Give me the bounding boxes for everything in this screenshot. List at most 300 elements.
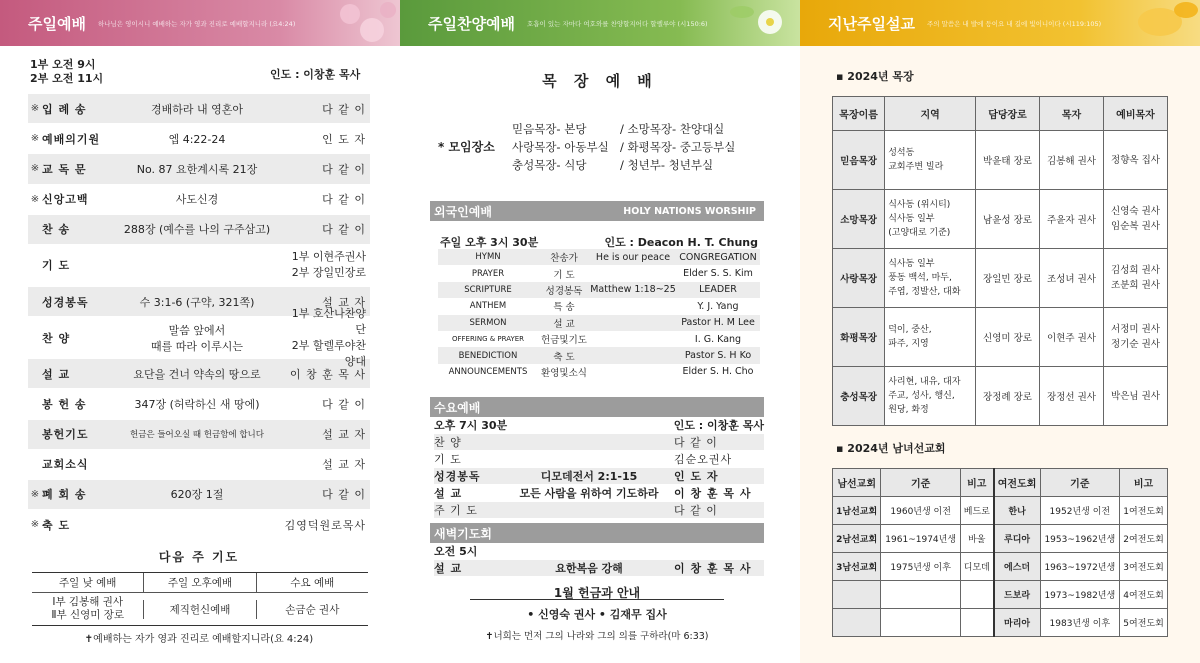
order-name: 입 례 송 — [42, 102, 87, 116]
order-name: 봉헌기도 — [42, 428, 89, 442]
order-lead — [282, 517, 370, 533]
worship-times — [30, 58, 103, 86]
group-cell: 3남선교회 — [833, 553, 881, 581]
group-cell — [881, 581, 961, 609]
order-row — [28, 420, 370, 450]
order-content — [112, 294, 282, 310]
content-line: 말씀 앞에서 — [168, 323, 226, 337]
group-cell: 1952년생 이전 — [1040, 497, 1120, 525]
mokjang-name: 화평목장 — [833, 308, 885, 367]
lead-line: 다 같 이 — [322, 162, 366, 176]
praise-worship-header — [400, 0, 800, 46]
group-cell: 2남선교회 — [833, 525, 881, 553]
next-header: 수요 예배 — [256, 573, 368, 592]
mokjang-row — [833, 249, 1168, 308]
group-cell: 1973~1982년생 — [1040, 581, 1120, 609]
order-row — [28, 154, 370, 184]
lead-line: 다 같 이 — [322, 193, 366, 207]
foreign-time: 주일 오후 3시 30분 — [440, 236, 539, 249]
wed-name: 찬 양 — [434, 436, 462, 449]
mokjang-leader: 주윤자 권사 — [1040, 190, 1104, 249]
section-subtitle: HOLY NATIONS WORSHIP — [623, 205, 756, 217]
mokjang-name: 충성목장 — [833, 367, 885, 426]
mokjang-region — [885, 249, 976, 308]
foreign-en: BENEDICTION — [458, 350, 518, 361]
content-line: 288장 (예수를 나의 구주삼고) — [123, 223, 271, 237]
last-sermon-header — [800, 0, 1200, 46]
wednesday-time: 오후 7시 30분 — [434, 419, 508, 432]
mokjang-header: 목장이름 — [833, 97, 885, 131]
mokjang-elder: 남윤성 장로 — [976, 190, 1040, 249]
region-line: 주교, 성사, 행신, — [888, 391, 955, 401]
stand-mark: ※ — [30, 193, 40, 205]
order-lead — [282, 161, 370, 177]
lead-line: 2부 장일민장로 — [291, 266, 366, 280]
order-content — [112, 131, 282, 147]
meeting-places — [512, 120, 735, 174]
mission-groups-table — [832, 468, 1168, 637]
foreign-row — [438, 347, 760, 363]
order-lead — [282, 366, 370, 382]
content-line: 엡 4:22-24 — [168, 132, 226, 146]
next-cell — [32, 594, 143, 624]
group-header: 비고 — [1120, 469, 1168, 497]
mokjang-header: 예비목자 — [1103, 97, 1167, 131]
header-verse: 주의 말씀은 내 발에 등이요 내 길에 빛이니이다 (시119:105) — [926, 19, 1102, 28]
mokjang-row — [833, 190, 1168, 249]
next-header: 주일 낮 예배 — [58, 577, 117, 589]
order-of-worship — [28, 94, 370, 540]
mokjang-row — [833, 367, 1168, 426]
wed-lead: 다 같 이 — [674, 436, 718, 449]
order-name: 기 도 — [42, 259, 71, 273]
group-cell: 루디아 — [994, 525, 1040, 553]
group-row — [833, 525, 1168, 553]
foreign-kr: 특 송 — [553, 302, 575, 314]
wednesday-time-row — [434, 417, 764, 433]
region-line: 식사동 일부 — [888, 214, 935, 224]
group-header: 여전도회 — [994, 469, 1040, 497]
order-lead — [282, 131, 370, 147]
order-lead — [282, 221, 370, 237]
foreign-lead: Pastor H. M Lee — [681, 317, 755, 329]
foreign-lead: LEADER — [699, 284, 737, 296]
group-cell: 2여전도회 — [1120, 525, 1168, 553]
wed-name: 설 교 — [434, 487, 463, 500]
mokjang-leader: 장정선 권사 — [1040, 367, 1104, 426]
mokjang-header: 목자 — [1040, 97, 1104, 131]
mokjang-elder: 장정례 장로 — [976, 367, 1040, 426]
foreign-leader: 인도 : Deacon H. T. Chung — [604, 236, 758, 249]
wed-content: 모든 사람을 위하여 기도하라 — [519, 487, 659, 500]
mokjang-table — [832, 96, 1168, 426]
foreign-content: He is our peace — [595, 251, 671, 263]
region-line: 식사동 일부 — [888, 259, 935, 269]
lead-line: 1부 호산나찬양단 — [291, 306, 366, 336]
region-line: 원당, 화정 — [888, 405, 929, 415]
wednesday-leader: 인도 : 이창훈 목사 — [673, 419, 764, 432]
group-cell: 베드로 — [960, 497, 993, 525]
group-cell — [833, 581, 881, 609]
wed-name: 기 도 — [434, 453, 462, 466]
group-cell: 바울 — [960, 525, 993, 553]
time-1: 1부 오전 9시 — [30, 58, 96, 71]
sub-leader-line: 서정미 권사 — [1111, 324, 1160, 335]
order-content — [112, 161, 282, 177]
foreign-en: ANNOUNCEMENTS — [448, 366, 528, 377]
mokjang-header: 담당장로 — [976, 97, 1040, 131]
order-content — [112, 101, 282, 117]
wed-name: 주 기 도 — [434, 504, 478, 517]
order-lead — [282, 486, 370, 502]
dawn-time: 오전 5시 — [434, 545, 478, 558]
worship-leader: 인도 : 이창훈 목사 — [270, 68, 361, 81]
stand-mark: ※ — [30, 163, 40, 175]
order-name: 봉 헌 송 — [42, 397, 87, 411]
content-line: 요단을 건너 약속의 땅으로 — [133, 367, 261, 381]
content-line: No. 87 요한계시록 21장 — [136, 162, 258, 176]
stand-mark: ※ — [30, 103, 40, 115]
group-cell: 1961~1974년생 — [881, 525, 961, 553]
group-header: 비고 — [960, 469, 993, 497]
sub-leader-line: 신영숙 권사 — [1111, 206, 1160, 217]
next-cell-line: Ⅰ부 김봉해 권사 — [52, 596, 123, 608]
offering-title: 1월 헌금과 안내 — [553, 586, 641, 600]
group-cell — [960, 581, 993, 609]
order-row — [28, 480, 370, 510]
stand-mark: ※ — [30, 133, 40, 145]
meeting-place-label: * 모임장소 — [438, 140, 495, 154]
order-row — [28, 510, 370, 540]
order-row — [28, 306, 370, 368]
region-line: 사리현, 내유, 대자 — [888, 377, 961, 387]
meeting-place-row — [512, 120, 735, 138]
blossom-icon — [310, 0, 400, 46]
next-week-prayer-title: 다음 주 기도 — [158, 550, 240, 564]
order-lead — [282, 249, 370, 281]
mokjang-region — [885, 367, 976, 426]
region-line: 식사동 (위시티) — [888, 200, 951, 210]
sunday-worship-header — [0, 0, 400, 46]
group-row — [833, 581, 1168, 609]
mokjang-elder: 장일민 장로 — [976, 249, 1040, 308]
meeting-place-row — [512, 138, 735, 156]
group-cell — [960, 609, 993, 637]
order-content — [112, 428, 282, 440]
region-line: 성석동 — [888, 148, 915, 158]
order-content — [112, 396, 282, 412]
foreign-lead: Elder S. S. Kim — [683, 268, 753, 280]
wed-lead: 이 창 훈 목 사 — [674, 487, 752, 500]
lead-line: 다 같 이 — [322, 397, 366, 411]
lead-line: 인 도 자 — [322, 132, 366, 146]
foreign-kr: 헌금및기도 — [541, 335, 587, 347]
wednesday-row — [434, 485, 764, 501]
wednesday-row — [434, 434, 764, 450]
header-verse: 하나님은 영이시니 예배하는 자가 영과 진리로 예배할지니라 (요4:24) — [97, 19, 296, 28]
group-cell: 3여전도회 — [1120, 553, 1168, 581]
foreign-kr: 설 교 — [553, 318, 575, 330]
group-cell: 에스더 — [994, 553, 1040, 581]
lead-line: 김영덕원로목사 — [284, 518, 366, 532]
offering-divider — [470, 599, 724, 600]
order-content — [112, 366, 282, 382]
group-cell: 1963~1972년생 — [1040, 553, 1120, 581]
order-name: 축 도 — [42, 518, 71, 532]
dawn-lead: 이 창 훈 목 사 — [674, 562, 752, 575]
wed-lead: 김순오권사 — [674, 453, 733, 466]
content-line: 경배하라 내 영혼아 — [150, 102, 243, 116]
foreign-row — [438, 298, 760, 314]
col1-footer-verse: ✝예배하는 자가 영과 진리로 예배할지니라(요 4:24) — [84, 634, 314, 645]
mission-groups-heading: ▪ 2024년 남녀선교회 — [836, 442, 946, 455]
mokjang-region — [885, 308, 976, 367]
lead-line: 다 같 이 — [322, 102, 366, 116]
order-row — [28, 185, 370, 215]
next-cell-line: Ⅱ부 신영미 장로 — [51, 609, 125, 621]
foreign-en: OFFERING & PRAYER — [451, 335, 525, 344]
group-cell: 1975년생 이후 — [881, 553, 961, 581]
mokjang-leader: 김봉해 권사 — [1040, 131, 1104, 190]
order-name: 예배의기원 — [42, 132, 101, 146]
mokjang-elder: 신영미 장로 — [976, 308, 1040, 367]
foreign-lead: CONGREGATION — [679, 251, 757, 263]
content-line: 때를 따라 이루시는 — [150, 339, 243, 353]
praise-worship-column — [400, 0, 800, 663]
foreign-kr: 성경봉독 — [545, 285, 583, 297]
mokjang-sub — [1103, 190, 1167, 249]
order-name: 교회소식 — [42, 458, 89, 472]
next-header: 주일 오후예배 — [143, 573, 255, 592]
lead-line: 다 같 이 — [322, 223, 366, 237]
group-cell: 마리아 — [994, 609, 1040, 637]
section-title: 수요예배 — [434, 400, 481, 415]
order-content — [112, 486, 282, 502]
next-week-prayer-table — [32, 572, 368, 626]
mokjang-name: 믿음목장 — [833, 131, 885, 190]
groups-header-row — [833, 469, 1168, 497]
foreign-kr: 기 도 — [553, 269, 575, 281]
header-title: 지난주일설교 — [828, 14, 915, 33]
wed-lead: 인 도 자 — [674, 470, 719, 483]
group-cell: 1983년생 이후 — [1040, 609, 1120, 637]
region-line: 주엽, 정발산, 대화 — [888, 287, 961, 297]
lead-line: 1부 이현주권사 — [291, 250, 366, 264]
foreign-en: HYMN — [475, 252, 501, 263]
foreign-row — [438, 249, 760, 265]
sub-leader-line: 박은님 권사 — [1111, 390, 1160, 402]
mokjang-region — [885, 131, 976, 190]
group-header: 기준 — [1040, 469, 1120, 497]
lead-line: 다 같 이 — [322, 488, 366, 502]
wednesday-row — [434, 451, 764, 467]
group-row — [833, 553, 1168, 581]
content-line: 수 3:1-6 (구약, 321쪽) — [139, 295, 255, 309]
wed-content: 디모데전서 2:1-15 — [540, 470, 638, 483]
foreign-content: Matthew 1:18~25 — [590, 284, 676, 296]
foreign-kr: 축 도 — [553, 351, 575, 363]
group-cell: 1960년생 이전 — [881, 497, 961, 525]
foreign-row — [438, 282, 760, 298]
region-line: 파주, 지영 — [888, 339, 929, 349]
mokjang-row — [833, 308, 1168, 367]
order-row — [28, 389, 370, 419]
mokjang-sub — [1103, 249, 1167, 308]
foreign-lead: I. G. Kang — [694, 333, 742, 345]
mokjang-sub — [1103, 367, 1167, 426]
group-cell: 4여전도회 — [1120, 581, 1168, 609]
group-cell: 5여전도회 — [1120, 609, 1168, 637]
mokjang-header-row — [833, 97, 1168, 131]
next-cell: 손금순 권사 — [256, 600, 368, 619]
sub-leader-line: 김성희 권사 — [1111, 265, 1160, 276]
order-row — [28, 450, 370, 480]
dawn-prayer-heading — [430, 523, 764, 543]
group-row — [833, 497, 1168, 525]
foreign-en: PRAYER — [471, 268, 505, 279]
foreign-kr: 찬송가 — [550, 253, 578, 265]
col2-footer-verse: ✝너희는 먼저 그의 나라와 그의 의를 구하라(마 6:33) — [485, 631, 709, 642]
lead-line: 설 교 자 — [322, 428, 366, 442]
mokjang-leader: 이현주 권사 — [1040, 308, 1104, 367]
order-row — [28, 124, 370, 154]
wednesday-worship-heading — [430, 397, 764, 417]
foreign-row — [438, 331, 760, 347]
order-name: 교 독 문 — [42, 162, 87, 176]
foreign-row — [438, 315, 760, 331]
foreign-lead: Pastor S. H Ko — [684, 350, 752, 362]
place-a: 믿음목장- 본당 — [512, 122, 587, 136]
offering-names: • 신영숙 권사 • 김재무 집사 — [527, 608, 667, 621]
section-title: 외국인예배 — [434, 204, 492, 219]
order-name: 성경봉독 — [42, 295, 89, 309]
group-cell: 1953~1962년생 — [1040, 525, 1120, 553]
foreign-row — [438, 265, 760, 281]
mokjang-name: 사랑목장 — [833, 249, 885, 308]
section-title: 새벽기도회 — [434, 526, 492, 541]
mokjang-leader: 조성녀 권사 — [1040, 249, 1104, 308]
groups-body — [833, 497, 1168, 637]
foreign-row — [438, 364, 760, 380]
group-cell: 1여전도회 — [1120, 497, 1168, 525]
mokjang-region — [885, 190, 976, 249]
group-cell — [833, 609, 881, 637]
place-a: 충성목장- 식당 — [512, 158, 587, 172]
region-line: 풍동 백석, 마두, — [888, 273, 952, 283]
foreign-time-row — [440, 234, 758, 250]
mokjang-sub — [1103, 131, 1167, 190]
header-verse: 호흡이 있는 자마다 여호와를 찬양할지어다 할렐루야 (시150:6) — [526, 19, 708, 28]
place-a: 사랑목장- 아동부실 — [512, 140, 609, 154]
group-cell: 1남선교회 — [833, 497, 881, 525]
place-b: / 소망목장- 찬양대실 — [620, 122, 725, 136]
order-content — [112, 191, 282, 207]
region-line: 교회주변 빌라 — [888, 162, 944, 172]
dawn-time-row — [434, 543, 764, 559]
foreign-worship-order — [438, 249, 760, 380]
order-row — [28, 94, 370, 124]
dawn-content: 요한복음 강해 — [555, 562, 623, 575]
mokjang-body — [833, 131, 1168, 426]
foreign-lead: Y. J. Yang — [697, 300, 739, 312]
order-content — [112, 221, 282, 237]
group-row — [833, 609, 1168, 637]
lead-line: 설 교 자 — [322, 458, 366, 472]
sub-leader-line: 임순복 권사 — [1111, 221, 1160, 232]
wednesday-row — [434, 468, 764, 484]
next-cell: 제직헌신예배 — [143, 600, 255, 619]
foreign-lead: Elder S. H. Cho — [682, 366, 754, 378]
region-line: 덕이, 중산, — [888, 325, 932, 335]
header-title: 주일예배 — [28, 14, 86, 33]
sub-leader-line: 조분희 권사 — [1111, 280, 1160, 291]
lead-line: 2부 할렐루야찬양대 — [291, 338, 366, 368]
wednesday-row — [434, 502, 764, 518]
order-name: 찬 양 — [42, 331, 71, 345]
order-lead — [282, 191, 370, 207]
content-line: 사도신경 — [175, 193, 219, 207]
foreign-kr: 환영및소식 — [541, 367, 587, 379]
order-row — [28, 245, 370, 287]
group-cell: 한나 — [994, 497, 1040, 525]
wed-name: 성경봉독 — [434, 470, 481, 483]
dawn-name: 설 교 — [434, 562, 463, 575]
mokjang-row — [833, 131, 1168, 190]
place-b: / 화평목장- 중고등부실 — [620, 140, 736, 154]
sunday-worship-column — [0, 0, 400, 663]
foreign-en: SERMON — [469, 317, 507, 328]
wed-lead: 다 같 이 — [674, 504, 718, 517]
header-title: 주일찬양예배 — [428, 14, 515, 33]
sub-leader-line: 정기순 권사 — [1111, 339, 1160, 350]
stand-mark: ※ — [30, 519, 40, 531]
content-line: 620장 1절 — [170, 488, 224, 502]
meeting-place-row — [512, 156, 735, 174]
order-name: 찬 송 — [42, 223, 71, 237]
content-line: 347장 (허락하신 새 땅에) — [134, 397, 260, 411]
order-lead — [282, 456, 370, 472]
order-name: 폐 회 송 — [42, 488, 87, 502]
foreign-worship-heading — [430, 201, 764, 221]
place-b: / 청년부- 청년부실 — [620, 158, 714, 172]
order-lead — [282, 396, 370, 412]
order-lead — [282, 426, 370, 442]
mokjang-header: 지역 — [885, 97, 976, 131]
group-cell: 디모데 — [960, 553, 993, 581]
mokjang-heading: ▪ 2024년 목장 — [836, 70, 914, 83]
time-2: 2부 오전 11시 — [30, 72, 104, 85]
group-cell — [881, 609, 961, 637]
order-name: 설 교 — [42, 367, 71, 381]
stand-mark: ※ — [30, 488, 40, 500]
order-content — [112, 322, 282, 354]
group-cell: 드보라 — [994, 581, 1040, 609]
region-line: (고양대로 기준) — [888, 228, 951, 238]
order-name: 신앙고백 — [42, 193, 89, 207]
order-lead — [282, 101, 370, 117]
dawn-sermon-row — [434, 560, 764, 576]
leaf-icon — [1110, 0, 1200, 46]
lead-line: 설 교 자 — [322, 295, 366, 309]
flower-icon — [710, 0, 800, 46]
group-header: 남선교회 — [833, 469, 881, 497]
group-header: 기준 — [881, 469, 961, 497]
mokjang-elder: 박윤태 장로 — [976, 131, 1040, 190]
foreign-en: ANTHEM — [469, 301, 507, 312]
mokjang-name: 소망목장 — [833, 190, 885, 249]
content-line: 헌금은 들어오실 때 헌금함에 합니다 — [130, 430, 264, 441]
foreign-en: SCRIPTURE — [464, 284, 512, 295]
